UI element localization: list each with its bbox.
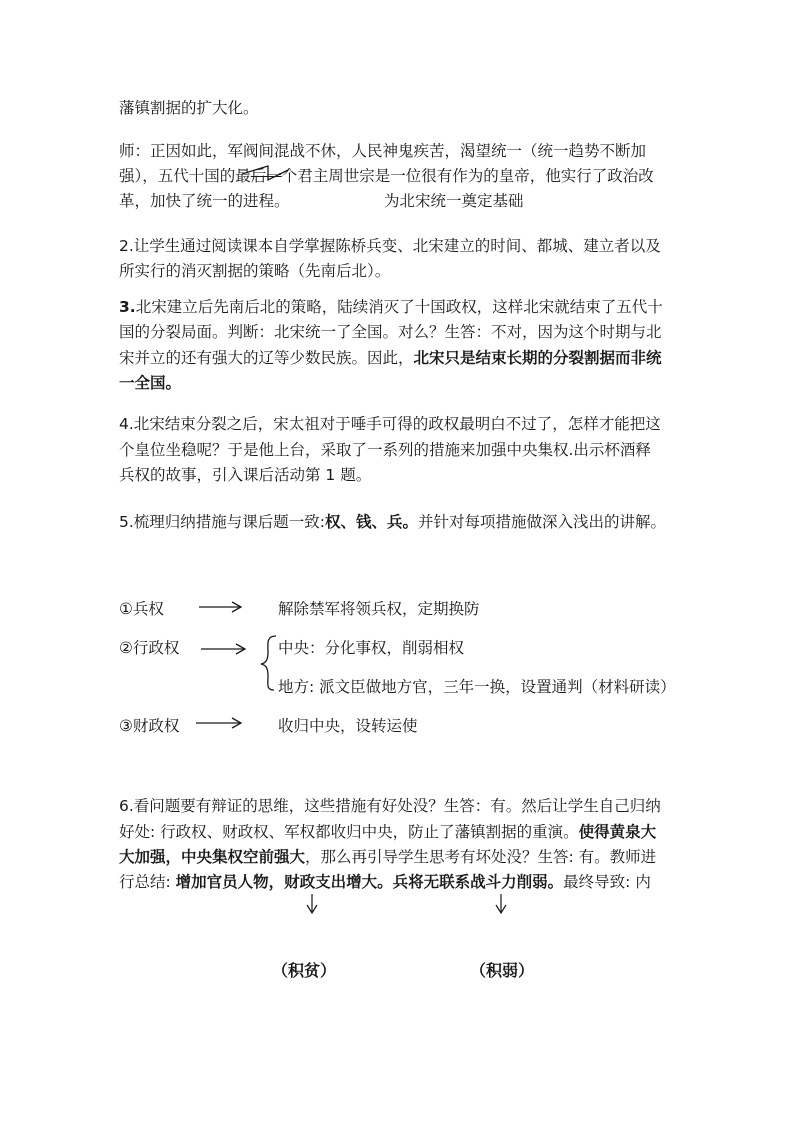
text-span: 最终导致: 内	[563, 873, 651, 891]
text-span: 5.梳理归纳措施与课后题一致:	[119, 513, 326, 531]
text-line: 师：正因如此，军阀间混战不休，人民神鬼疾苦，渴望统一（统一趋势不断加	[119, 142, 647, 160]
text-span: 个君主周世宗是一位很有作为的皇帝，他实行了政治改	[281, 167, 654, 185]
bold-text-line: 一全国。	[119, 374, 182, 392]
text-span: 北宋建立后先南后北的策略，陆续消灭了十国政权，这样北宋就结束了五代十	[135, 298, 663, 316]
arrow-right-icon	[201, 644, 245, 654]
curly-brace-icon	[261, 636, 276, 690]
text-line: 兵权的故事，引入课后活动第 1 题。	[119, 466, 372, 484]
bold-text: 北宋只是结束长期的分裂割据而非统	[413, 349, 662, 367]
measure-desc-central: 中央：分化事权，削弱相权	[278, 639, 465, 657]
text-line: 4.北宋结束分裂之后，宋太祖对于唾手可得的政权最明白不过了，怎样才能把这	[119, 415, 661, 433]
text-line: 藩镇割据的扩大化。	[119, 99, 259, 117]
margin-note: 为北宋统一奠定基础	[384, 192, 524, 210]
text-span: 并针对每项措施做深入浅出的讲解。	[418, 513, 667, 531]
text-span: 强），五代十国的最	[119, 167, 251, 185]
measure-label-finance: ③财政权	[119, 717, 180, 735]
struck-text: 后一	[250, 167, 282, 185]
result-weakness: （积弱）	[470, 961, 535, 980]
measure-desc-local: 地方: 派文臣做地方官，三年一换，设置通判（材料研读）	[278, 678, 676, 696]
measure-desc-finance: 收归中央，设转运使	[278, 717, 418, 735]
bold-text: 使得黄泉大	[578, 823, 657, 841]
arrow-right-icon	[199, 602, 241, 612]
text-span: 好处: 行政权、财政权、军权都收归中央，防止了藩镇割据的重演。	[119, 823, 579, 841]
text-line: 所实行的消灭割据的策略（先南后北）。	[119, 262, 391, 280]
text-line: 6.看问题要有辩证的思维，这些措施有好处没？生答：有。然后让学生自己归纳	[119, 797, 661, 815]
measure-label-admin: ②行政权	[119, 639, 180, 657]
arrow-down-icon	[307, 894, 317, 913]
bold-text: 增加官员人物，财政支出增大。兵将无联系战斗力削弱。	[175, 873, 564, 891]
item-number: 3.	[119, 298, 136, 316]
text-line: 国的分裂局面。判断：北宋统一了全国。对么？生答：不对，因为这个时期与北	[119, 323, 662, 341]
bold-text: 权、钱、兵。	[325, 513, 419, 531]
text-span: ，那么再引导学生思考有坏处没？生答: 有。教师进	[305, 848, 657, 866]
text-span: 革，加快了统一的进程。	[119, 192, 290, 210]
scribble-mark	[242, 166, 288, 180]
result-poverty: （积贫）	[272, 961, 337, 980]
arrow-right-icon	[196, 718, 241, 728]
text-line: 个皇位坐稳呢？于是他上台，采取了一系列的措施来加强中央集权.出示杯酒释	[119, 441, 651, 459]
measure-label-military: ①兵权	[119, 600, 164, 618]
text-span: 宋并立的还有强大的辽等少数民族。因此，	[119, 349, 414, 367]
bold-text: 大加强，中央集权空前强大	[119, 848, 306, 866]
arrow-down-icon	[496, 894, 506, 913]
text-span: 行总结:	[119, 873, 176, 891]
measure-desc-military: 解除禁军将领兵权，定期换防	[278, 600, 480, 618]
text-line: 2.让学生通过阅读课本自学掌握陈桥兵变、北宋建立的时间、都城、建立者以及	[119, 237, 661, 255]
